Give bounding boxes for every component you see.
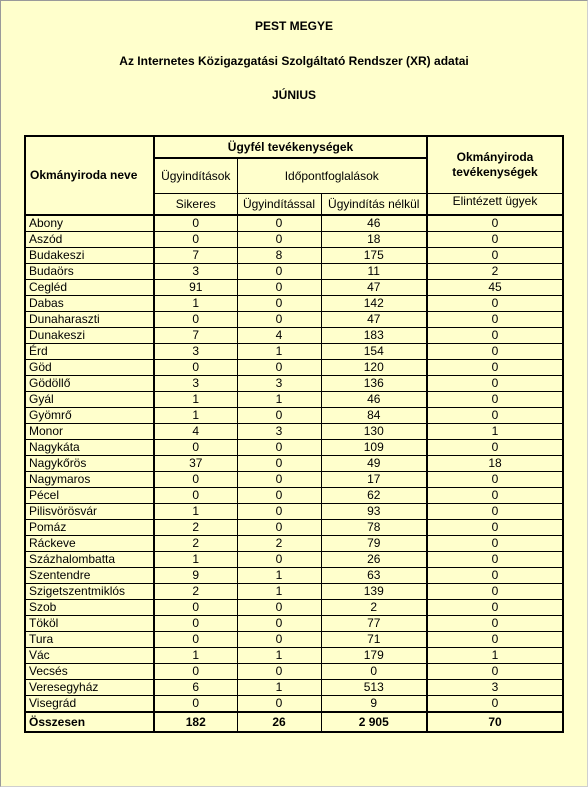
office-name-cell: Szob: [25, 600, 154, 616]
successful-cell: 37: [154, 456, 237, 472]
table-row: [25, 632, 563, 648]
completed-cell: 0: [427, 440, 563, 456]
without-initiation-cell: 79: [321, 536, 427, 552]
without-initiation-cell: 77: [321, 616, 427, 632]
office-name-cell: Nagykáta: [25, 440, 154, 456]
table-row: [25, 600, 563, 616]
without-initiation-cell: 46: [321, 392, 427, 408]
table-row: [25, 344, 563, 360]
office-name-cell: Szentendre: [25, 568, 154, 584]
table-row: [25, 616, 563, 632]
table-row: [25, 552, 563, 568]
successful-cell: 2: [154, 536, 237, 552]
office-name-cell: Érd: [25, 344, 154, 360]
office-name-cell: Százhalombatta: [25, 552, 154, 568]
total-completed: 70: [427, 712, 563, 732]
office-name-cell: Vác: [25, 648, 154, 664]
completed-cell: 0: [427, 392, 563, 408]
table-row: [25, 328, 563, 344]
without-initiation-cell: 11: [321, 264, 427, 280]
without-initiation-cell: 0: [321, 664, 427, 680]
table-row: [25, 232, 563, 248]
completed-cell: 1: [427, 648, 563, 664]
successful-cell: 0: [154, 215, 237, 232]
header-completed-cases: Elintézett ügyek: [427, 194, 563, 216]
table-row: [25, 696, 563, 713]
successful-cell: 9: [154, 568, 237, 584]
table-row: [25, 472, 563, 488]
with-initiation-cell: 1: [237, 392, 321, 408]
header-successful: Sikeres: [154, 194, 237, 216]
completed-cell: 18: [427, 456, 563, 472]
table-row: [25, 504, 563, 520]
completed-cell: 0: [427, 312, 563, 328]
successful-cell: 1: [154, 552, 237, 568]
without-initiation-cell: 17: [321, 472, 427, 488]
without-initiation-cell: 26: [321, 552, 427, 568]
total-without-initiation: 2 905: [321, 712, 427, 732]
office-name-cell: Pécel: [25, 488, 154, 504]
with-initiation-cell: 0: [237, 215, 321, 232]
completed-cell: 0: [427, 488, 563, 504]
with-initiation-cell: 0: [237, 408, 321, 424]
successful-cell: 7: [154, 328, 237, 344]
office-name-cell: Veresegyház: [25, 680, 154, 696]
completed-cell: 0: [427, 408, 563, 424]
table-row: [25, 568, 563, 584]
office-name-cell: Dunakeszi: [25, 328, 154, 344]
with-initiation-cell: 1: [237, 648, 321, 664]
with-initiation-cell: 0: [237, 264, 321, 280]
office-name-cell: Ráckeve: [25, 536, 154, 552]
with-initiation-cell: 8: [237, 248, 321, 264]
table-row: [25, 424, 563, 440]
with-initiation-cell: 0: [237, 456, 321, 472]
table-row: [25, 280, 563, 296]
completed-cell: 0: [427, 376, 563, 392]
header-case-initiations: Ügyindítások: [154, 158, 237, 194]
completed-cell: 0: [427, 360, 563, 376]
office-name-cell: Budakeszi: [25, 248, 154, 264]
successful-cell: 3: [154, 264, 237, 280]
with-initiation-cell: 0: [237, 280, 321, 296]
completed-cell: 0: [427, 344, 563, 360]
without-initiation-cell: 154: [321, 344, 427, 360]
completed-cell: 0: [427, 472, 563, 488]
successful-cell: 0: [154, 600, 237, 616]
successful-cell: 3: [154, 376, 237, 392]
with-initiation-cell: 1: [237, 584, 321, 600]
with-initiation-cell: 0: [237, 520, 321, 536]
table-row: [25, 440, 563, 456]
completed-cell: 0: [427, 536, 563, 552]
successful-cell: 1: [154, 408, 237, 424]
with-initiation-cell: 0: [237, 616, 321, 632]
without-initiation-cell: 46: [321, 215, 427, 232]
completed-cell: 45: [427, 280, 563, 296]
office-name-cell: Nagymaros: [25, 472, 154, 488]
without-initiation-cell: 18: [321, 232, 427, 248]
with-initiation-cell: 0: [237, 632, 321, 648]
office-name-cell: Visegrád: [25, 696, 154, 713]
office-name-cell: Abony: [25, 215, 154, 232]
header-without-initiation: Ügyindítás nélkül: [321, 194, 427, 216]
table-row: [25, 408, 563, 424]
successful-cell: 0: [154, 440, 237, 456]
without-initiation-cell: 93: [321, 504, 427, 520]
completed-cell: 0: [427, 584, 563, 600]
without-initiation-cell: 84: [321, 408, 427, 424]
completed-cell: 0: [427, 296, 563, 312]
successful-cell: 0: [154, 232, 237, 248]
office-name-cell: Tököl: [25, 616, 154, 632]
without-initiation-cell: 49: [321, 456, 427, 472]
completed-cell: 2: [427, 264, 563, 280]
successful-cell: 1: [154, 392, 237, 408]
completed-cell: 0: [427, 504, 563, 520]
office-name-cell: Gödöllő: [25, 376, 154, 392]
successful-cell: 7: [154, 248, 237, 264]
with-initiation-cell: 0: [237, 296, 321, 312]
with-initiation-cell: 0: [237, 472, 321, 488]
header-office-name: Okmányiroda neve: [25, 136, 154, 215]
with-initiation-cell: 1: [237, 344, 321, 360]
successful-cell: 0: [154, 488, 237, 504]
successful-cell: 2: [154, 584, 237, 600]
office-name-cell: Tura: [25, 632, 154, 648]
office-name-cell: Szigetszentmiklós: [25, 584, 154, 600]
without-initiation-cell: 183: [321, 328, 427, 344]
successful-cell: 0: [154, 312, 237, 328]
successful-cell: 1: [154, 648, 237, 664]
without-initiation-cell: 63: [321, 568, 427, 584]
table-row: [25, 584, 563, 600]
completed-cell: 0: [427, 215, 563, 232]
completed-cell: 0: [427, 632, 563, 648]
with-initiation-cell: 0: [237, 488, 321, 504]
without-initiation-cell: 130: [321, 424, 427, 440]
with-initiation-cell: 3: [237, 376, 321, 392]
page-subtitle: Az Internetes Közigazgatási Szolgáltató Rendszer (XR) adatai: [119, 54, 469, 68]
without-initiation-cell: 2: [321, 600, 427, 616]
successful-cell: 0: [154, 664, 237, 680]
successful-cell: 0: [154, 472, 237, 488]
completed-cell: 0: [427, 520, 563, 536]
successful-cell: 0: [154, 616, 237, 632]
table-row: [25, 312, 563, 328]
office-name-cell: Dunaharaszti: [25, 312, 154, 328]
table-row: [25, 264, 563, 280]
total-with-initiation: 26: [237, 712, 321, 732]
with-initiation-cell: 0: [237, 232, 321, 248]
without-initiation-cell: 47: [321, 312, 427, 328]
office-name-cell: Pomáz: [25, 520, 154, 536]
total-successful: 182: [154, 712, 237, 732]
without-initiation-cell: 513: [321, 680, 427, 696]
successful-cell: 2: [154, 520, 237, 536]
successful-cell: 0: [154, 632, 237, 648]
with-initiation-cell: 0: [237, 360, 321, 376]
with-initiation-cell: 3: [237, 424, 321, 440]
office-name-cell: Cegléd: [25, 280, 154, 296]
without-initiation-cell: 139: [321, 584, 427, 600]
table-row: [25, 360, 563, 376]
table-row: [25, 536, 563, 552]
completed-cell: 1: [427, 424, 563, 440]
successful-cell: 0: [154, 696, 237, 713]
with-initiation-cell: 0: [237, 552, 321, 568]
office-name-cell: Nagykőrös: [25, 456, 154, 472]
successful-cell: 0: [154, 360, 237, 376]
office-name-cell: Pilisvörösvár: [25, 504, 154, 520]
without-initiation-cell: 142: [321, 296, 427, 312]
office-name-cell: Göd: [25, 360, 154, 376]
office-name-cell: Vecsés: [25, 664, 154, 680]
completed-cell: 0: [427, 616, 563, 632]
office-name-cell: Gyömrő: [25, 408, 154, 424]
header-office-activities: Okmányiroda tevékenységek: [427, 136, 563, 194]
header-with-initiation: Ügyindítással: [237, 194, 321, 216]
successful-cell: 3: [154, 344, 237, 360]
with-initiation-cell: 0: [237, 312, 321, 328]
table-row: [25, 664, 563, 680]
office-name-cell: Dabas: [25, 296, 154, 312]
without-initiation-cell: 62: [321, 488, 427, 504]
table-row: [25, 488, 563, 504]
without-initiation-cell: 179: [321, 648, 427, 664]
with-initiation-cell: 0: [237, 664, 321, 680]
successful-cell: 1: [154, 296, 237, 312]
without-initiation-cell: 47: [321, 280, 427, 296]
office-name-cell: Monor: [25, 424, 154, 440]
completed-cell: 0: [427, 664, 563, 680]
table-row: [25, 648, 563, 664]
header-appointments: Időpontfoglalások: [237, 158, 427, 194]
with-initiation-cell: 1: [237, 568, 321, 584]
table-row: [25, 392, 563, 408]
without-initiation-cell: 120: [321, 360, 427, 376]
without-initiation-cell: 9: [321, 696, 427, 713]
with-initiation-cell: 1: [237, 680, 321, 696]
completed-cell: 0: [427, 696, 563, 713]
with-initiation-cell: 0: [237, 600, 321, 616]
office-name-cell: Aszód: [25, 232, 154, 248]
completed-cell: 3: [427, 680, 563, 696]
statistics-table: [24, 135, 564, 733]
completed-cell: 0: [427, 600, 563, 616]
office-name-cell: Budaörs: [25, 264, 154, 280]
table-row: [25, 376, 563, 392]
with-initiation-cell: 4: [237, 328, 321, 344]
with-initiation-cell: 0: [237, 504, 321, 520]
office-name-cell: Gyál: [25, 392, 154, 408]
completed-cell: 0: [427, 552, 563, 568]
table-row: [25, 456, 563, 472]
successful-cell: 1: [154, 504, 237, 520]
with-initiation-cell: 2: [237, 536, 321, 552]
completed-cell: 0: [427, 568, 563, 584]
successful-cell: 91: [154, 280, 237, 296]
without-initiation-cell: 78: [321, 520, 427, 536]
completed-cell: 0: [427, 232, 563, 248]
without-initiation-cell: 109: [321, 440, 427, 456]
completed-cell: 0: [427, 248, 563, 264]
with-initiation-cell: 0: [237, 696, 321, 713]
table-row: [25, 215, 563, 232]
with-initiation-cell: 0: [237, 440, 321, 456]
table-row: [25, 680, 563, 696]
total-row: [25, 712, 563, 732]
successful-cell: 6: [154, 680, 237, 696]
header-client-activities: Ügyfél tevékenységek: [154, 136, 427, 158]
completed-cell: 0: [427, 328, 563, 344]
table-row: [25, 296, 563, 312]
table-row: [25, 520, 563, 536]
without-initiation-cell: 136: [321, 376, 427, 392]
page-title: PEST MEGYE: [254, 19, 334, 33]
without-initiation-cell: 175: [321, 248, 427, 264]
table-row: [25, 248, 563, 264]
month-label: JÚNIUS: [271, 88, 316, 102]
without-initiation-cell: 71: [321, 632, 427, 648]
successful-cell: 4: [154, 424, 237, 440]
total-label: Összesen: [25, 712, 154, 732]
